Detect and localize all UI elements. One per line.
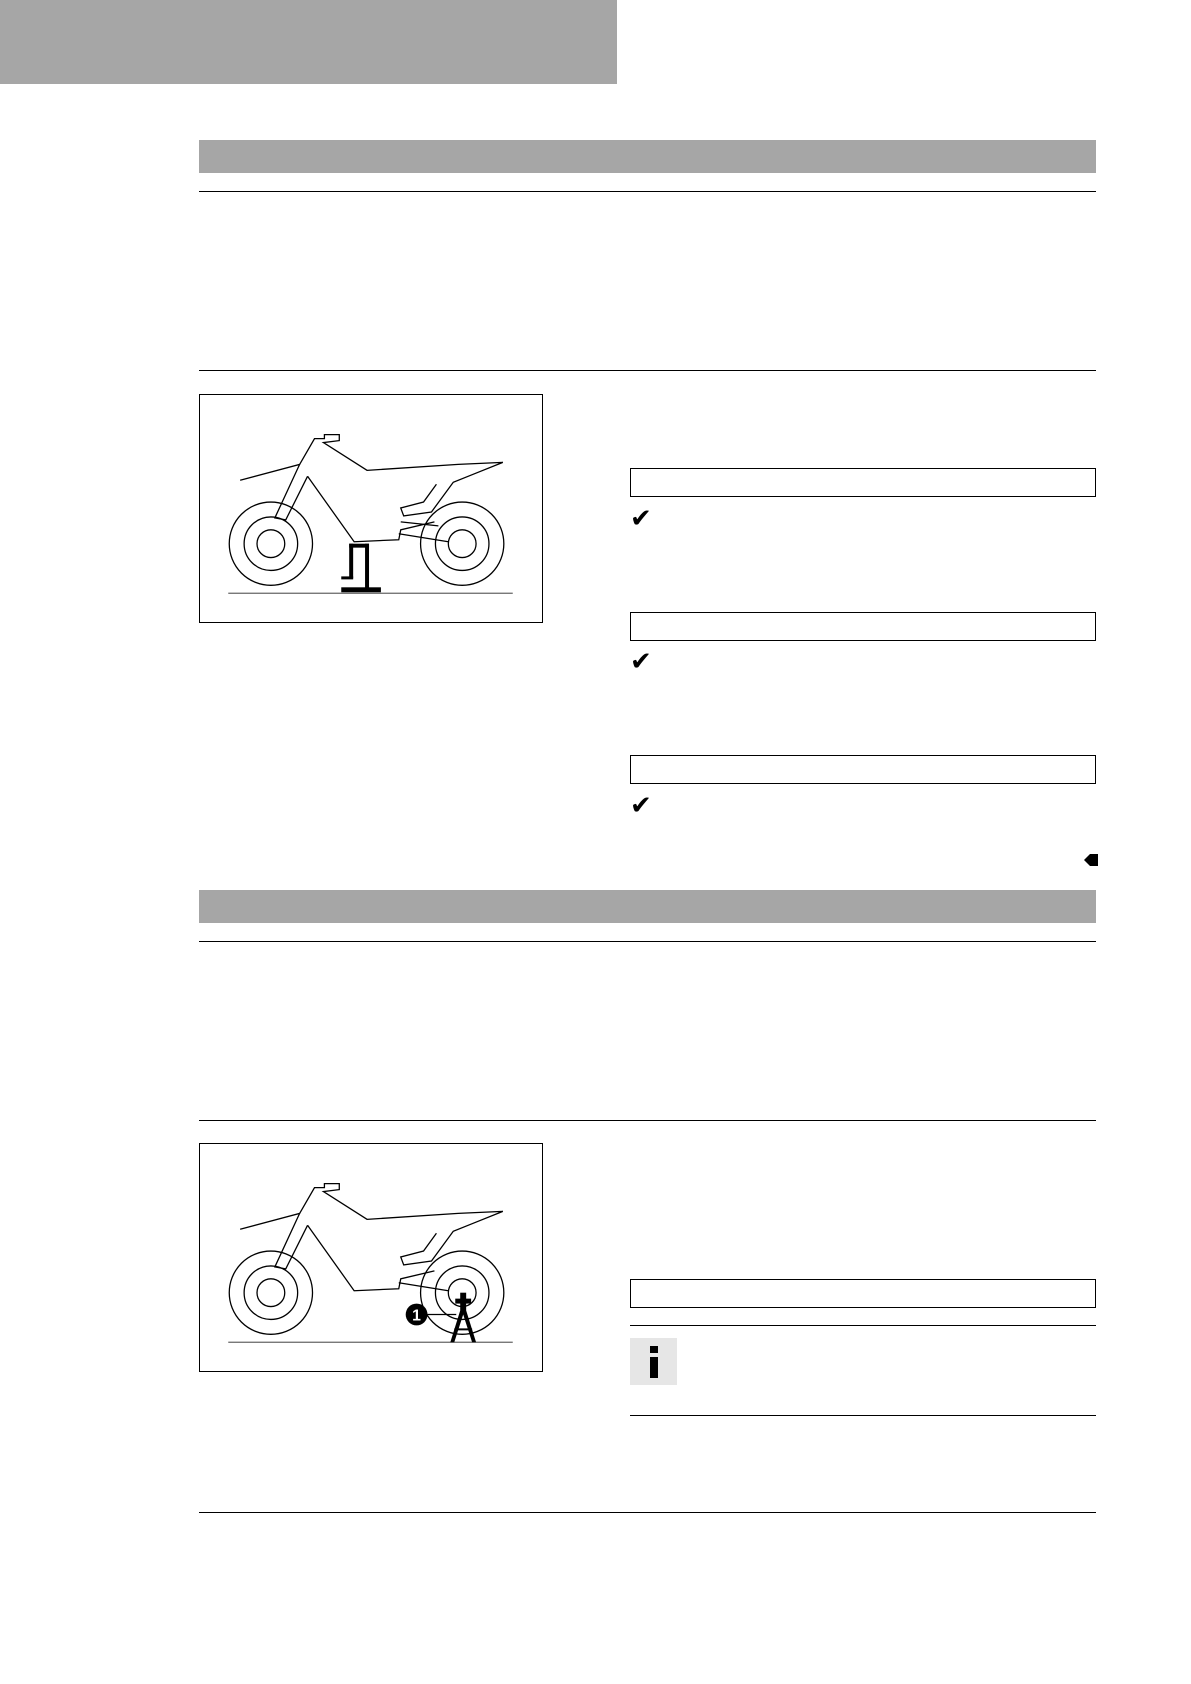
section-2-title-bar [199,890,1096,923]
motorcycle-rear-wheel-measurement-illustration [200,1144,542,1371]
callout-1-label: 1 [412,1307,422,1325]
note-bottom-rule [630,1415,1096,1416]
motorcycle-rear-wheel-figure [199,1143,543,1372]
spec-box-2 [630,612,1096,641]
section-end-marker-icon [1084,853,1098,867]
spec-box-4 [630,1279,1096,1308]
motorcycle-on-stand-figure [199,394,543,623]
checkmark-icon: ✔ [630,791,652,821]
section-1-top-rule [199,191,1096,192]
section-2-divider-rule [199,1120,1096,1121]
section-2-bottom-rule [199,1512,1096,1513]
spec-box-3 [630,755,1096,784]
checkmark-icon: ✔ [630,504,652,534]
stand-icon [341,544,381,593]
note-top-rule [630,1325,1096,1326]
section-2-top-rule [199,941,1096,942]
motorcycle-on-stand-illustration [200,395,542,622]
spec-box-1 [630,468,1096,497]
section-1-title-bar [199,140,1096,173]
info-icon [630,1338,677,1385]
section-1-divider-rule [199,370,1096,371]
checkmark-icon: ✔ [630,647,652,677]
header-tab [0,0,617,84]
